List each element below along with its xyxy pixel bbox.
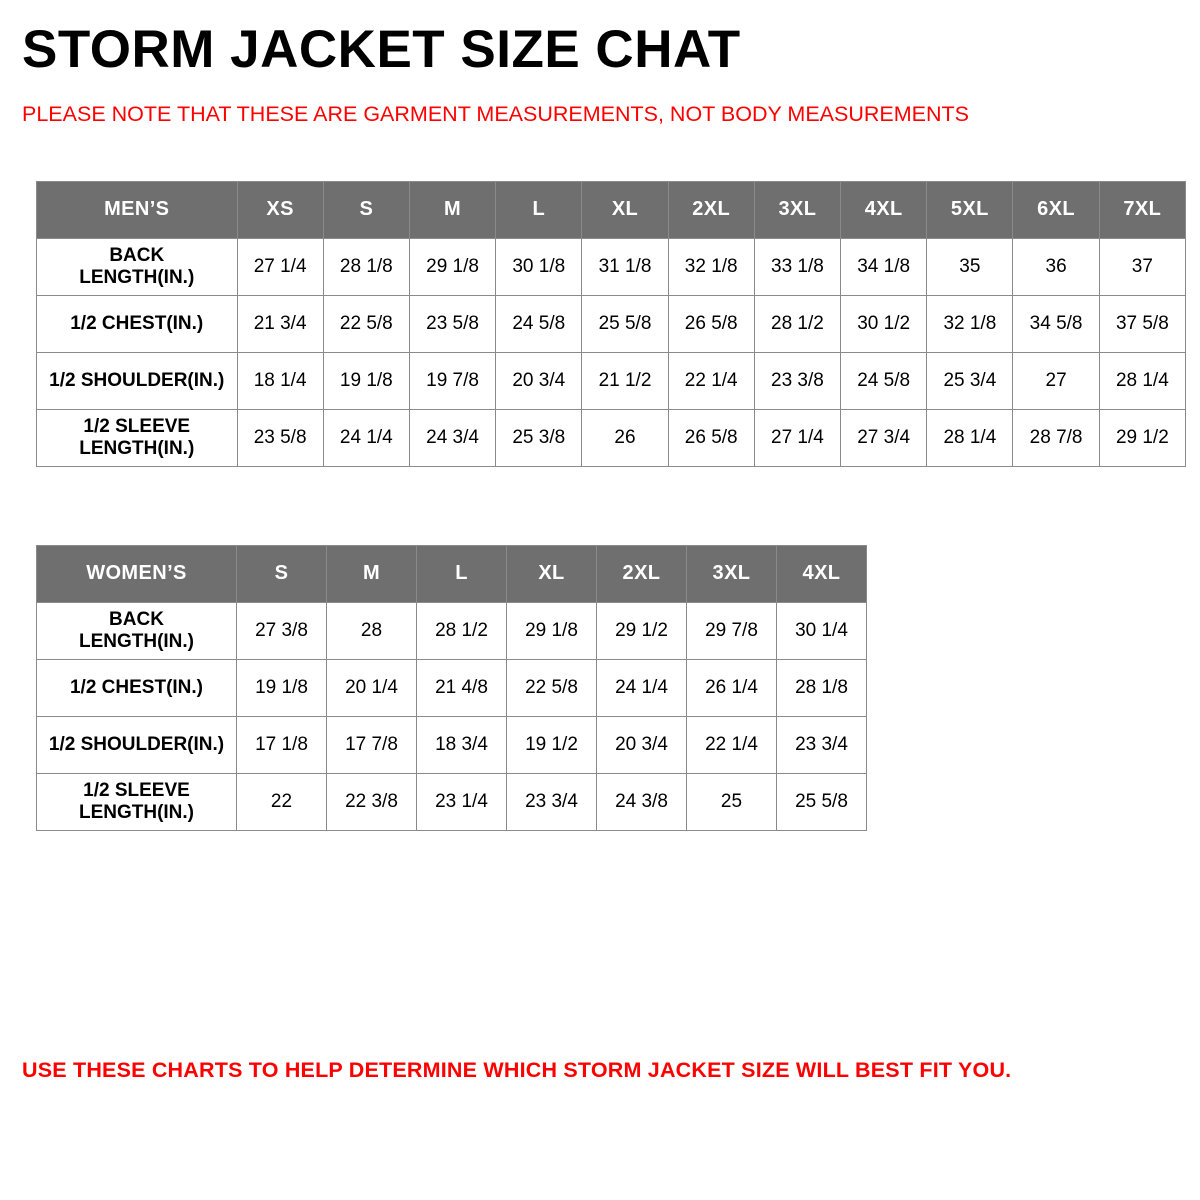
womens-header-label: WOMEN’S xyxy=(37,545,237,602)
cell: 25 xyxy=(687,773,777,830)
cell: 24 3/4 xyxy=(409,409,495,466)
mens-header-size: 4XL xyxy=(841,181,927,238)
cell: 23 5/8 xyxy=(409,295,495,352)
cell: 20 3/4 xyxy=(597,716,687,773)
cell: 25 5/8 xyxy=(582,295,668,352)
cell: 29 1/8 xyxy=(409,238,495,295)
mens-header-size: 2XL xyxy=(668,181,754,238)
cell: 28 1/8 xyxy=(777,659,867,716)
cell: 25 3/4 xyxy=(927,352,1013,409)
cell: 23 1/4 xyxy=(417,773,507,830)
mens-table-body xyxy=(37,238,1186,466)
cell: 26 xyxy=(582,409,668,466)
mens-header-label: MEN’S xyxy=(37,181,238,238)
row-label xyxy=(37,602,237,659)
womens-header-size: 3XL xyxy=(687,545,777,602)
cell: 29 1/8 xyxy=(507,602,597,659)
cell: 34 1/8 xyxy=(841,238,927,295)
cell: 22 1/4 xyxy=(668,352,754,409)
cell: 28 1/8 xyxy=(323,238,409,295)
womens-header-size: M xyxy=(327,545,417,602)
cell: 26 5/8 xyxy=(668,409,754,466)
cell: 24 5/8 xyxy=(841,352,927,409)
cell: 34 5/8 xyxy=(1013,295,1099,352)
cell: 26 1/4 xyxy=(687,659,777,716)
cell: 18 1/4 xyxy=(237,352,323,409)
table-row xyxy=(37,773,867,830)
cell: 25 5/8 xyxy=(777,773,867,830)
table-row xyxy=(37,238,1186,295)
cell: 30 1/8 xyxy=(496,238,582,295)
cell: 28 7/8 xyxy=(1013,409,1099,466)
cell: 30 1/2 xyxy=(841,295,927,352)
mens-header-size: L xyxy=(496,181,582,238)
mens-size-table xyxy=(36,181,1186,467)
table-row xyxy=(37,659,867,716)
cell: 22 3/8 xyxy=(327,773,417,830)
cell: 22 5/8 xyxy=(323,295,409,352)
row-label xyxy=(37,238,238,295)
cell: 33 1/8 xyxy=(754,238,840,295)
row-label: 1/2 CHEST(IN.) xyxy=(37,659,237,716)
row-label-line2: LENGTH(IN.) xyxy=(78,801,195,823)
cell: 27 3/4 xyxy=(841,409,927,466)
row-label xyxy=(37,409,238,466)
cell: 27 3/8 xyxy=(237,602,327,659)
footer-note: USE THESE CHARTS TO HELP DETERMINE WHICH STORM JACKET SIZE WILL BEST FIT YOU. xyxy=(22,1058,1012,1082)
cell: 19 1/8 xyxy=(237,659,327,716)
cell: 22 xyxy=(237,773,327,830)
cell: 30 1/4 xyxy=(777,602,867,659)
womens-header-size: XL xyxy=(507,545,597,602)
mens-header-size: 3XL xyxy=(754,181,840,238)
cell: 28 1/4 xyxy=(927,409,1013,466)
mens-table-header xyxy=(37,181,1186,238)
cell: 23 3/8 xyxy=(754,352,840,409)
mens-header-size: 5XL xyxy=(927,181,1013,238)
cell: 26 5/8 xyxy=(668,295,754,352)
measurement-note: PLEASE NOTE THAT THESE ARE GARMENT MEASUREMENTS, NOT BODY MEASUREMENTS xyxy=(22,101,969,126)
womens-size-table xyxy=(36,545,867,831)
womens-header-size: L xyxy=(417,545,507,602)
cell: 27 1/4 xyxy=(237,238,323,295)
cell: 24 1/4 xyxy=(323,409,409,466)
cell: 27 xyxy=(1013,352,1099,409)
cell: 21 1/2 xyxy=(582,352,668,409)
cell: 18 3/4 xyxy=(417,716,507,773)
cell: 19 7/8 xyxy=(409,352,495,409)
mens-header-size: S xyxy=(323,181,409,238)
table-row xyxy=(37,295,1186,352)
cell: 24 5/8 xyxy=(496,295,582,352)
cell: 29 1/2 xyxy=(597,602,687,659)
row-label xyxy=(37,773,237,830)
cell: 28 1/4 xyxy=(1099,352,1185,409)
row-label-line1: BACK xyxy=(109,244,165,266)
womens-header-size: S xyxy=(237,545,327,602)
row-label-line1: 1/2 SLEEVE xyxy=(83,415,191,437)
cell: 17 1/8 xyxy=(237,716,327,773)
cell: 28 1/2 xyxy=(754,295,840,352)
table-row xyxy=(37,352,1186,409)
cell: 32 1/8 xyxy=(668,238,754,295)
cell: 22 5/8 xyxy=(507,659,597,716)
cell: 23 5/8 xyxy=(237,409,323,466)
cell: 20 1/4 xyxy=(327,659,417,716)
mens-header-size: M xyxy=(409,181,495,238)
row-label-line2: LENGTH(IN.) xyxy=(79,437,195,459)
cell: 25 3/8 xyxy=(496,409,582,466)
cell: 22 1/4 xyxy=(687,716,777,773)
cell: 31 1/8 xyxy=(582,238,668,295)
cell: 37 xyxy=(1099,238,1185,295)
cell: 29 1/2 xyxy=(1099,409,1185,466)
row-label-line2: LENGTH(IN.) xyxy=(78,630,195,652)
table-row xyxy=(37,602,867,659)
cell: 28 xyxy=(327,602,417,659)
mens-header-size: 6XL xyxy=(1013,181,1099,238)
mens-header-size: 7XL xyxy=(1099,181,1185,238)
cell: 24 1/4 xyxy=(597,659,687,716)
cell: 28 1/2 xyxy=(417,602,507,659)
cell: 27 1/4 xyxy=(754,409,840,466)
row-label-line2: LENGTH(IN.) xyxy=(79,266,195,288)
mens-header-size: XS xyxy=(237,181,323,238)
table-header-row xyxy=(37,545,867,602)
table-row xyxy=(37,716,867,773)
cell: 21 4/8 xyxy=(417,659,507,716)
cell: 36 xyxy=(1013,238,1099,295)
cell: 19 1/2 xyxy=(507,716,597,773)
page-title: STORM JACKET SIZE CHAT xyxy=(22,20,741,79)
cell: 23 3/4 xyxy=(777,716,867,773)
row-label: 1/2 CHEST(IN.) xyxy=(37,295,238,352)
mens-header-size: XL xyxy=(582,181,668,238)
womens-header-size: 2XL xyxy=(597,545,687,602)
womens-header-size: 4XL xyxy=(777,545,867,602)
cell: 17 7/8 xyxy=(327,716,417,773)
cell: 35 xyxy=(927,238,1013,295)
cell: 29 7/8 xyxy=(687,602,777,659)
row-label: 1/2 SHOULDER(IN.) xyxy=(37,352,238,409)
cell: 23 3/4 xyxy=(507,773,597,830)
row-label-line1: 1/2 SLEEVE xyxy=(83,779,190,801)
row-label: 1/2 SHOULDER(IN.) xyxy=(37,716,237,773)
womens-table-header xyxy=(37,545,867,602)
cell: 32 1/8 xyxy=(927,295,1013,352)
cell: 19 1/8 xyxy=(323,352,409,409)
table-header-row xyxy=(37,181,1186,238)
cell: 37 5/8 xyxy=(1099,295,1185,352)
cell: 24 3/8 xyxy=(597,773,687,830)
row-label-line1: BACK xyxy=(109,608,164,630)
table-row xyxy=(37,409,1186,466)
cell: 21 3/4 xyxy=(237,295,323,352)
cell: 20 3/4 xyxy=(496,352,582,409)
womens-table-body xyxy=(37,602,867,830)
